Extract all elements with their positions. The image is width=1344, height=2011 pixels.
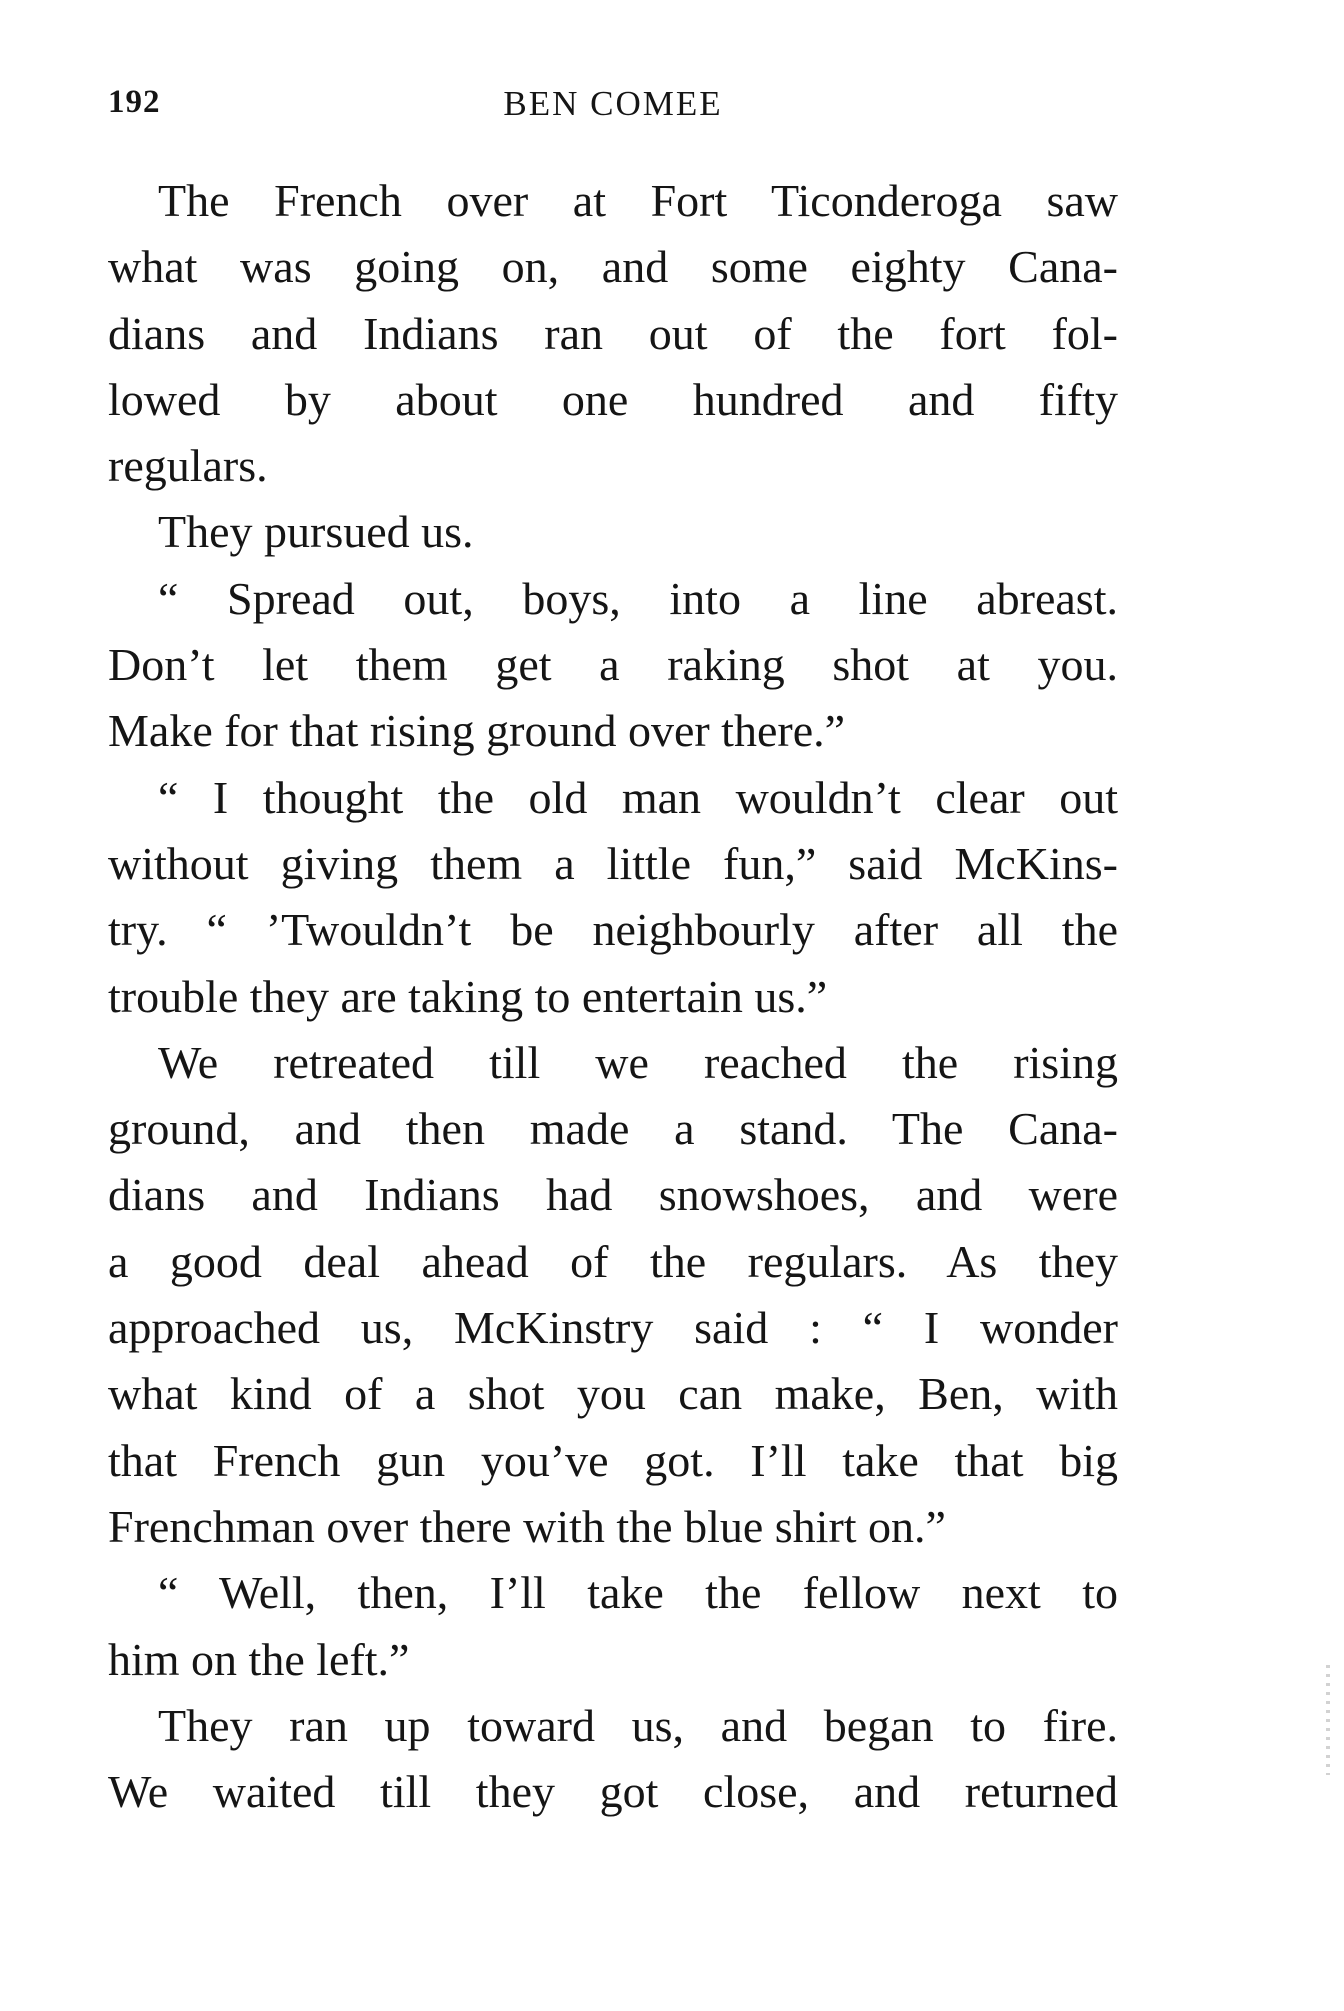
running-head — [108, 84, 1118, 134]
text-line-9: Make for that rising ground over there.” — [108, 705, 846, 757]
text-line-21: Frenchman over there with the blue shirt on.” — [108, 1500, 946, 1552]
text-line-12: try. “ ’Twouldn’t be neighbourly after all the — [108, 904, 1118, 956]
text-line-7: “ Spread out, boys, into a line abreast. — [158, 572, 1118, 624]
text-line-14: We retreated till we reached the rising — [158, 1036, 1118, 1088]
text-line-23: him on the left.” — [108, 1633, 410, 1685]
running-title: BEN COMEE — [503, 84, 723, 123]
binding-edge-mark — [1326, 1665, 1330, 1775]
text-line-11: without giving them a little fun,” said McKins- — [108, 837, 1118, 889]
body-text — [108, 168, 1118, 1825]
text-line-2: what was going on, and some eighty Cana- — [108, 241, 1118, 293]
text-line-5: regulars. — [108, 440, 268, 492]
text-line-8: Don’t let them get a raking shot at you. — [108, 639, 1118, 691]
text-line-19: what kind of a shot you can make, Ben, with — [108, 1368, 1118, 1420]
text-line-1: The French over at Fort Ticonderoga saw — [158, 175, 1118, 226]
text-line-6: They pursued us. — [158, 506, 474, 558]
text-line-20: that French gun you’ve got. I’ll take that big — [108, 1434, 1118, 1486]
text-line-17: a good deal ahead of the regulars. As they — [108, 1235, 1118, 1287]
text-line-4: lowed by about one hundred and fifty — [108, 373, 1118, 425]
text-line-22: “ Well, then, I’ll take the fellow next to — [158, 1567, 1118, 1619]
text-line-24: They ran up toward us, and began to fire. — [158, 1699, 1118, 1751]
text-line-25: We waited till they got close, and returned — [108, 1766, 1118, 1818]
text-line-15: ground, and then made a stand. The Cana- — [108, 1103, 1118, 1155]
text-line-18: approached us, McKinstry said : “ I wonder — [108, 1302, 1118, 1354]
text-line-10: “ I thought the old man wouldn’t clear out — [158, 771, 1118, 823]
text-line-3: dians and Indians ran out of the fort fol- — [108, 307, 1118, 359]
page-number: 192 — [108, 84, 161, 120]
text-line-16: dians and Indians had snowshoes, and were — [108, 1169, 1118, 1221]
text-line-13: trouble they are taking to entertain us.” — [108, 970, 828, 1022]
